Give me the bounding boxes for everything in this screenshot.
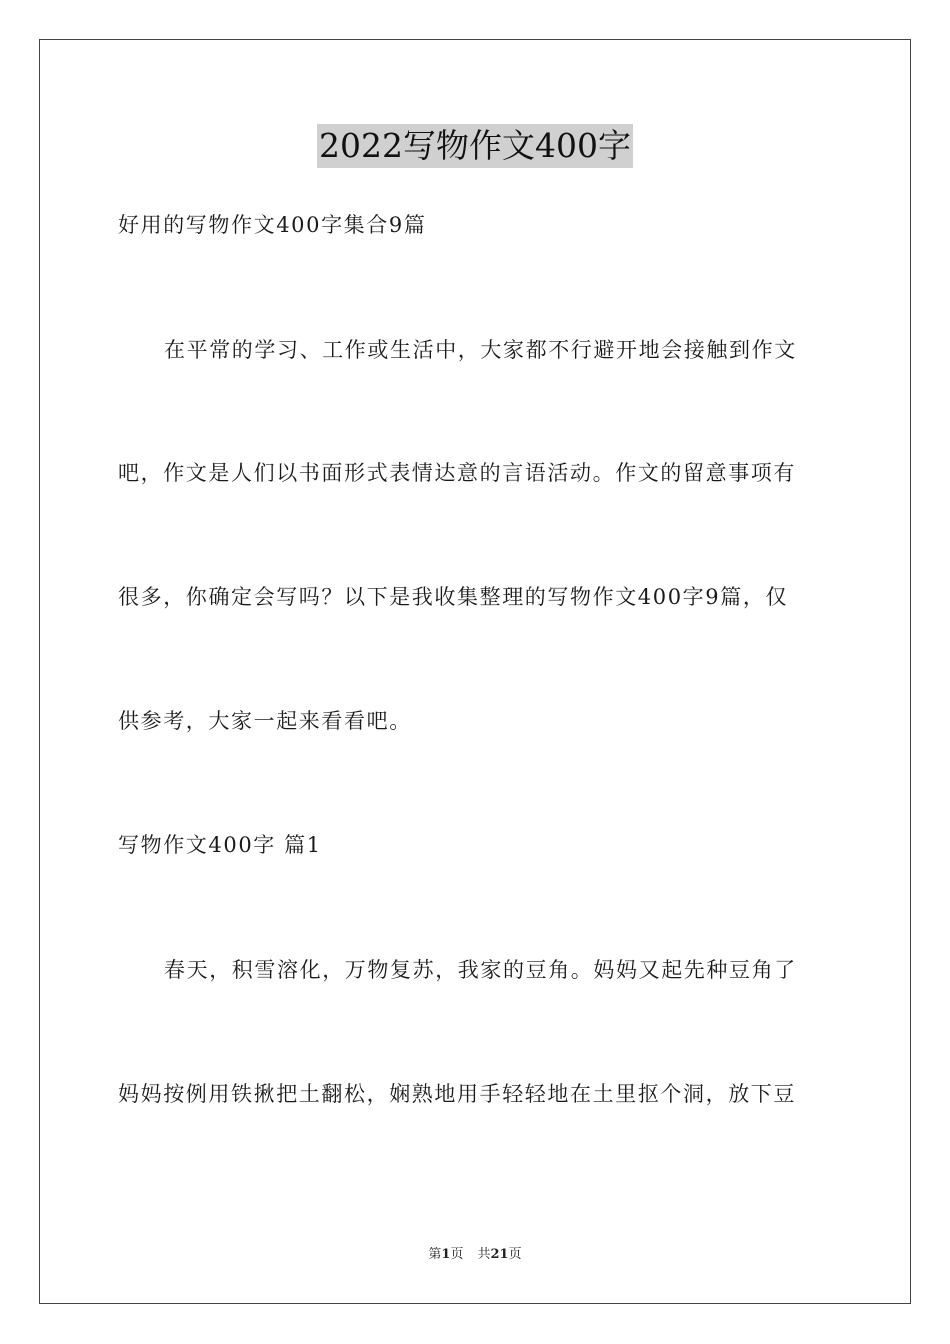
section-paragraph-line: 妈妈按例用铁揪把土翻松，娴熟地用手轻轻地在土里抠个洞，放下豆 (118, 1082, 796, 1106)
section-paragraph-line: 春天，积雪溶化，万物复苏，我家的豆角。妈妈又起先种豆角了 (164, 958, 797, 982)
intro-paragraph-line: 很多，你确定会写吗？以下是我收集整理的写物作文400字9篇，仅 (118, 585, 789, 609)
current-page-number: 1 (441, 1247, 451, 1262)
intro-paragraph-line: 供参考，大家一起来看看吧。 (118, 709, 412, 733)
total-suffix: 页 (508, 1247, 522, 1262)
section-heading: 写物作文400字 篇1 (118, 833, 322, 857)
title-container (0, 124, 950, 168)
document-title: 2022写物作文400字 (317, 124, 633, 168)
intro-paragraph-line: 在平常的学习、工作或生活中，大家都不行避开地会接触到作文 (164, 338, 797, 362)
intro-paragraph-line: 吧，作文是人们以书面形式表情达意的言语活动。作文的留意事项有 (118, 461, 796, 485)
page-prefix: 第 (428, 1247, 442, 1262)
total-prefix: 共 (477, 1247, 491, 1262)
total-page-count: 21 (490, 1247, 509, 1262)
page-suffix: 页 (450, 1247, 464, 1262)
page-footer (0, 1246, 950, 1264)
document-subtitle: 好用的写物作文400字集合9篇 (118, 213, 427, 237)
